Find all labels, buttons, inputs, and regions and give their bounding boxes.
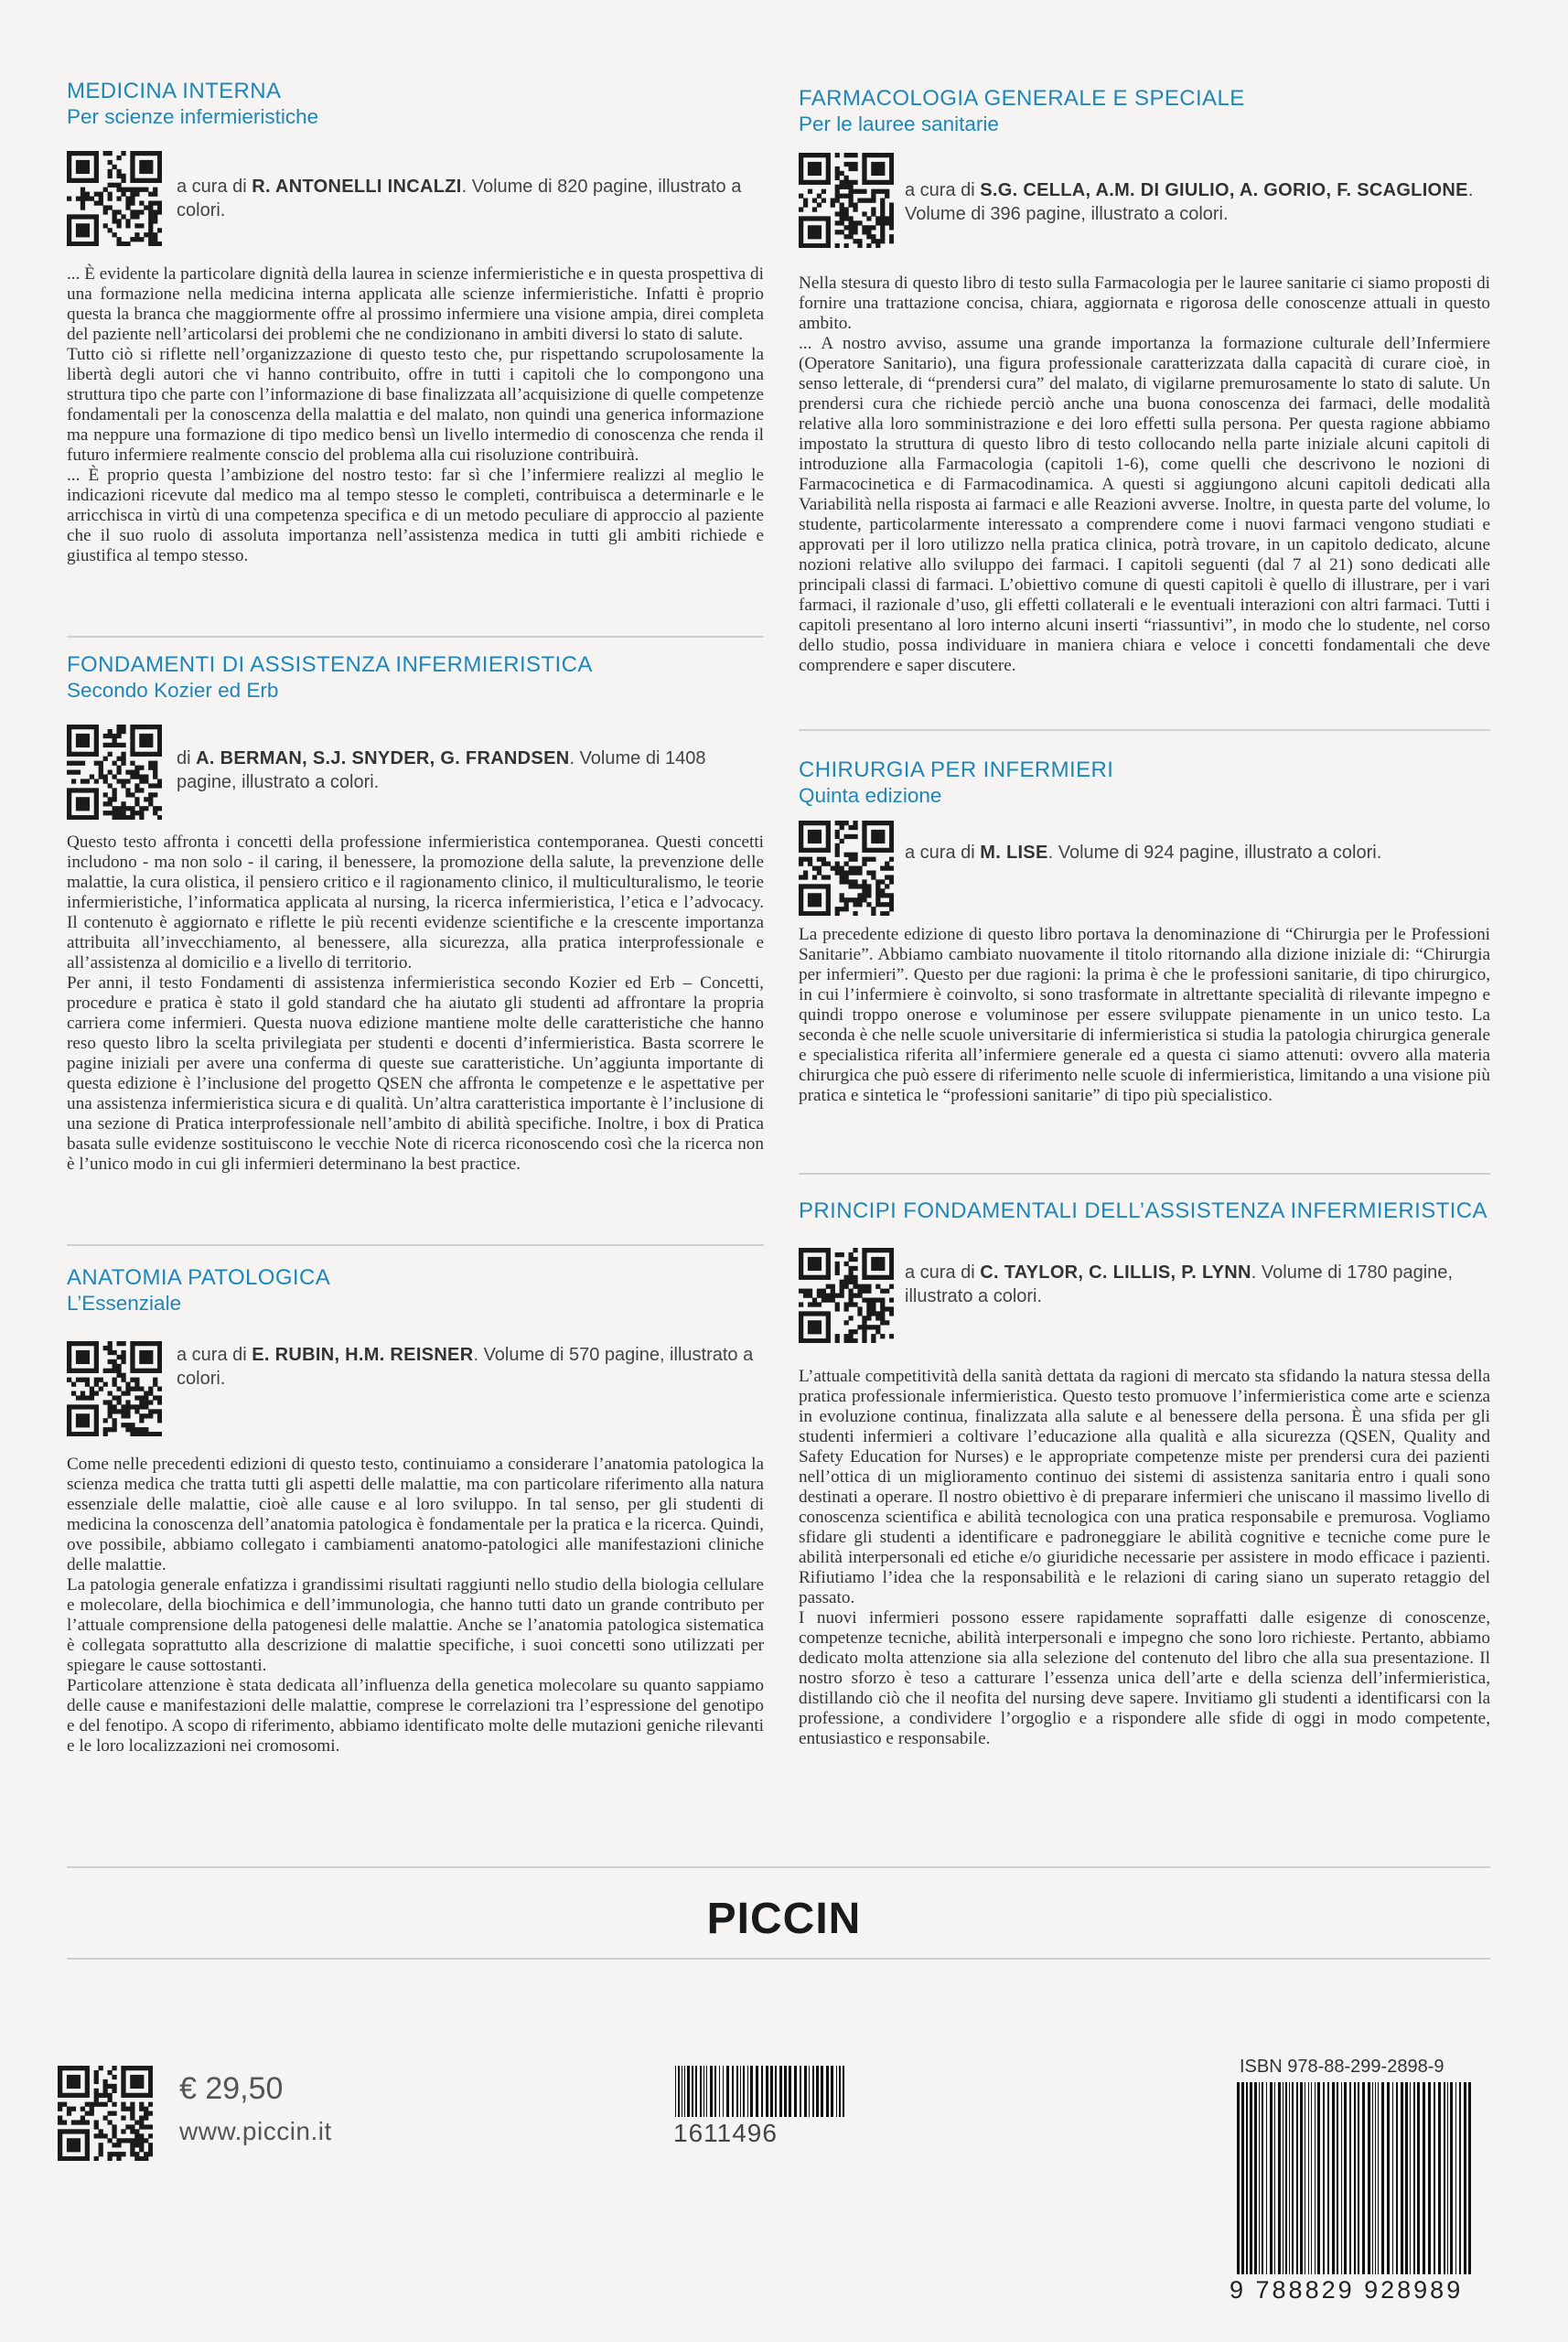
book-title: CHIRURGIA PER INFERMIERI	[799, 757, 1114, 782]
book-credits: a cura di C. TAYLOR, C. LILLIS, P. LYNN. Volume di 1780 pagine, illustrato a colori.	[905, 1262, 1453, 1306]
paragraph: ... È evidente la particolare dignità della laurea in scienze infermieristiche e in questa prospettiva di una formazione nella medicina interna applicata alle scienze infermieristiche. Infatti è proprio questa la branca che maggiormente offre al prossimo infermiere una visione ampia, direi completa del paziente nell’articolarsi dei problemi che ne condizionano in ambiti diversi lo stato di salute.	[67, 264, 764, 344]
internal-code: 1611496	[673, 2119, 778, 2147]
paragraph: L’attuale competitività della sanità dettata da ragioni di mercato sta sfidando la natura stessa della pratica professionale infermieristica. Questo testo promuove l’infermieristica come arte e scienza in evoluzione continua, finalizzata alla salute e al benessere della persona. È una sfida per gli studenti infermieri a coltivare l’educazione alla qualità e alla sicurezza (QSEN, Quality and Safety Education for Nurses) e le appropriate competenze miste per prendersi cura dei pazienti nell’ottica di un miglioramento continuo dei sistemi di assistenza sanitaria entro i quali sono destinati a operare. Il nostro obiettivo è di preparare infermieri che uniscano il massimo livello di conoscenza scientifica e abilità tecnologica con una pratica responsabile e premurosa. Vogliamo sfidare gli studenti a identificare e padroneggiare le abilità cognitive e tecniche come pure le abilità interpersonali ed etiche e/o giuridiche necessarie per assistere in modo efficace i pazienti. Rifiutiamo l’idea che la responsabilità e le relazioni di caring siano un superato retaggio del passato.	[799, 1367, 1490, 1607]
qr-code-icon	[58, 2066, 153, 2161]
book-title: PRINCIPI FONDAMENTALI DELL’ASSISTENZA INFERMIERISTICA	[799, 1198, 1487, 1223]
book-description	[67, 833, 764, 1175]
publisher-logo: PICCIN	[706, 1895, 862, 1943]
book-credits: a cura di S.G. CELLA, A.M. DI GIULIO, A. GORIO, F. SCAGLIONE. Volume di 396 pagine, illustrato a colori.	[905, 180, 1474, 224]
paragraph: Particolare attenzione è stata dedicata all’influenza della genetica molecolare su quanto sappiamo delle cause e manifestazioni delle malattie, comprese le correlazioni tra l’espressione del genotipo e del fenotipo. A scopo di riferimento, abbiamo identificato molte delle mutazioni geniche rilevanti e le loro localizzazioni nei cromosomi.	[67, 1676, 764, 1756]
barcode-icon	[673, 2066, 847, 2117]
book-credits: a cura di E. RUBIN, H.M. REISNER. Volume di 570 pagine, illustrato a colori.	[177, 1345, 754, 1389]
book-description	[67, 264, 764, 566]
book-subtitle: Secondo Kozier ed Erb	[67, 679, 279, 702]
ean-number: 9 788829 928989	[1230, 2276, 1464, 2304]
paragraph: Tutto ciò si riflette nell’organizzazione di questo testo che, pur rispettando scrupolosamente la libertà degli autori che vi hanno contribuito, offre in tutti i capitoli che lo compongono una struttura tipo che parte con l’informazione di base finalizzata all’acquisizione di quelle competenze fondamentali per la conoscenza della malattia e del malato, non quindi una generica informazione ma neppure una formazione di tipo medico bensì un livello intermedio di conoscenza che renda il futuro infermiere realmente conscio del problema alla cui risoluzione contribuirà.	[67, 345, 764, 465]
book-info	[799, 153, 1490, 253]
book-info	[67, 1341, 764, 1442]
qr-code-icon	[799, 821, 894, 916]
book-title: ANATOMIA PATOLOGICA	[67, 1265, 331, 1290]
paragraph: Per anni, il testo Fondamenti di assistenza infermieristica secondo Kozier ed Erb – Concetti, procedure e pratica è stato il gold standard che ha aiutato gli studenti ad affrontare la propria carriera come infermieri. Questa nuova edizione mantiene molte delle caratteristiche che hanno reso questo libro la scelta privilegiata per studenti e docenti d’infermieristica. Basta scorrere le pagine iniziali per avere una conferma di queste sue caratteristiche. Un’aggiunta importante di questa edizione è l’inclusione del progetto QSEN che affronta le competenze e le aspettative per una assistenza infermieristica sicura e di qualità. Un’altra caratteristica importante è l’inclusione di una sezione di Pratica interprofessionale nell’ambito di abilità specifiche. Inoltre, i box di Pratica basata sulle evidenze sostituiscono le vecchie Note di ricerca riconoscendo così che la ricerca non è l’unico modo in cui gli infermieri determinano la best practice.	[67, 973, 764, 1174]
book-info	[799, 1248, 1490, 1348]
barcode-icon	[1235, 2082, 1473, 2274]
book-description	[799, 925, 1490, 1106]
qr-code-icon	[799, 1248, 894, 1343]
book-description	[799, 1367, 1490, 1749]
paragraph: I nuovi infermieri possono essere rapidamente sopraffatti dalle esigenze di conoscenze, competenze tecniche, abilità interpersonali e impegno che sono loro richieste. Pertanto, abbiamo dedicato molta attenzione sia alla selezione del contenuto del libro che alla sua presentazione. Il nostro sforzo è teso a catturare l’essenza unica dell’arte e della scienza dell’infermieristica, distillando ciò che il neofita del nursing deve sapere. Invitiamo gli studenti a identificarsi con la professione, a condividere l’orgoglio e a rispondere alle sfide di oggi in modo competente, entusiastico e responsabile.	[799, 1608, 1490, 1748]
book-info	[67, 725, 764, 825]
book-title: FARMACOLOGIA GENERALE E SPECIALE	[799, 86, 1245, 111]
book-info	[799, 821, 1490, 921]
book-authors: S.G. CELLA, A.M. DI GIULIO, A. GORIO, F. SCAGLIONE	[980, 180, 1468, 200]
footer-divider	[67, 1958, 1490, 1960]
paragraph: Nella stesura di questo libro di testo sulla Farmacologia per le lauree sanitarie ci siamo proposti di fornire una trattazione concisa, chiara, aggiornata e rigorosa delle conoscenze attuali in questo ambito.	[799, 274, 1490, 333]
divider	[799, 1173, 1490, 1175]
book-credits: di A. BERMAN, S.J. SNYDER, G. FRANDSEN. Volume di 1408 pagine, illustrato a colori.	[177, 748, 706, 792]
book-title: FONDAMENTI DI ASSISTENZA INFERMIERISTICA	[67, 652, 593, 677]
book-authors: R. ANTONELLI INCALZI	[252, 177, 462, 197]
book-description	[799, 274, 1490, 676]
paragraph: La precedente edizione di questo libro portava la denominazione di “Chirurgia per le Professioni Sanitarie”. Abbiamo cambiato nuovamente il titolo ritornando alla dizione iniziale di: “Chirurgia per infermieri”. Questo per due ragioni: la prima è che le professioni sanitarie, di tipo chirurgico, in cui l’infermiere è coinvolto, si sono trasformate in altrettante specialità di rilevante impegno e quindi troppo onerose e voluminose per essere sviluppate pienamente in un unico testo. La seconda è che nelle scuole universitarie di infermieristica si studia la patologia chirurgica generale e specialistica riferita all’infermiere generale ed a questa ci siamo attenuti: ovvero alla materia chirurgica che può essere di riferimento nelle scuole di infermieristica, limitando a una visione più pratica e sintetica le “professioni sanitarie” di tipo più specialistico.	[799, 925, 1490, 1105]
book-title: MEDICINA INTERNA	[67, 79, 282, 103]
paragraph: Questo testo affronta i concetti della professione infermieristica contemporanea. Questi concetti includono - ma non solo - il caring, il benessere, la promozione della salute, la prevenzione delle malattie, la cura olistica, il pensiero critico e il ragionamento clinico, il multiculturalismo, le teorie infermieristiche, l’informatica applicata al nursing, la ricerca infermieristica, l’etica e l’advocacy. Il contenuto è aggiornato e riflette le più recenti evidenze scientifiche e la crescente importanza attribuita all’invecchiamento, al benessere, alla sicurezza, alla pratica interprofessionale e all’assistenza al domicilio e a livello di territorio.	[67, 833, 764, 972]
book-credits: a cura di R. ANTONELLI INCALZI. Volume di 820 pagine, illustrato a colori.	[177, 177, 742, 220]
book-authors: A. BERMAN, S.J. SNYDER, G. FRANDSEN	[196, 748, 570, 768]
qr-code-icon	[799, 153, 894, 248]
book-info	[67, 151, 764, 252]
book-subtitle: L’Essenziale	[67, 1292, 182, 1315]
isbn-label: ISBN 978-88-299-2898-9	[1240, 2057, 1444, 2077]
footer-divider	[67, 1866, 1490, 1868]
book-farmacologia	[799, 86, 1490, 676]
paragraph: La patologia generale enfatizza i grandissimi risultati raggiunti nello studio della biologia cellulare e molecolare, della biochimica e dell’immunologia, che hanno tutti dato un grande contributo per l’attuale comprensione della patogenesi delle malattie. Anche se l’anatomia patologica sistematica è collegata soprattutto alla descrizione di malattie specifiche, i suoi concetti sono utilizzati per spiegare le cause sottostanti.	[67, 1575, 764, 1675]
book-chirurgia	[799, 757, 1490, 1106]
paragraph: Come nelle precedenti edizioni di questo testo, continuiamo a considerare l’anatomia patologica la scienza medica che tratta tutti gli aspetti delle malattie, ma con particolare riferimento alla natura essenziale delle malattie, cioè alle cause e al loro sviluppo. In tal senso, per gli studenti di medicina la conoscenza dell’anatomia patologica è fondamentale per la pratica e la ricerca. Quindi, ove possibile, abbiamo collegato i cambiamenti anatomo-patologici alle manifestazioni cliniche delle malattie.	[67, 1455, 764, 1574]
book-authors: C. TAYLOR, C. LILLIS, P. LYNN	[980, 1262, 1251, 1283]
website-link[interactable]: www.piccin.it	[179, 2117, 332, 2145]
book-subtitle: Quinta edizione	[799, 784, 942, 807]
qr-code-icon	[67, 1341, 162, 1436]
divider	[67, 636, 764, 638]
book-description	[67, 1455, 764, 1756]
price: € 29,50	[179, 2071, 284, 2106]
qr-code-icon	[67, 725, 162, 820]
book-medicina-interna	[67, 79, 764, 566]
book-subtitle: Per le lauree sanitarie	[799, 113, 999, 135]
divider	[67, 1244, 764, 1246]
book-principi-fondamentali	[799, 1198, 1490, 1749]
book-subtitle: Per scienze infermieristiche	[67, 105, 319, 128]
book-authors: M. LISE	[980, 843, 1048, 863]
divider	[799, 729, 1490, 731]
book-anatomia-patologica	[67, 1265, 764, 1756]
book-credits: a cura di M. LISE. Volume di 924 pagine, illustrato a colori.	[905, 843, 1382, 863]
paragraph: ... A nostro avviso, assume una grande importanza la formazione culturale dell’Infermiere (Operatore Sanitario), una figura professionale caratterizzata dalla capacità di curare cioè, in senso letterale, di “prendersi cura” del malato, di vigilarne premurosamente lo stato di salute. Un prendersi cura che richiede perciò anche una buona conoscenza dei farmaci, delle modalità relative alla loro somministrazione e dei loro effetti sulla persona. Per questa ragione abbiamo impostato la struttura di questo libro di testo collocando nella parte iniziale alcuni capitoli di introduzione alla Farmacologia (capitoli 1-6), come quelli che descrivono le nozioni di Farmacocinetica e di Farmacodinamica. A questi si aggiungono alcuni capitoli dedicati alla Variabilità nella risposta ai farmaci e alle Reazioni avverse. Inoltre, in questa parte del volume, lo studente, particolarmente interessato a comprendere come i nuovi farmaci vengono studiati e approvati per il loro utilizzo nella pratica clinica, potrà trovare, in un capitolo dedicato, alcune nozioni relative allo sviluppo dei farmaci. I capitoli seguenti (dal 7 al 21) sono dedicati alle principali classi di farmaci. L’obiettivo comune di questi capitoli è quello di illustrare, per i vari farmaci, il razionale d’uso, gli effetti collaterali e le eventuali interazioni con altri farmaci. Tutti i capitoli presentano al loro interno alcuni inserti “riassuntivi”, in modo che lo studente, nel corso dello studio, possa individuare in maniera chiara e veloce i concetti fondamentali che deve comprendere e saper discutere.	[799, 334, 1490, 675]
paragraph: ... È proprio questa l’ambizione del nostro testo: far sì che l’infermiere realizzi al meglio le indicazioni ricevute dal medico ma al tempo stesso le completi, contribuisca a determinarle e le arricchisca in virtù di una competenza specifica e di un metodo peculiare di approccio al paziente che il suo ruolo di assoluta importanza nell’assistenza medica in tutti gli ambiti richiede e giustifica al tempo stesso.	[67, 466, 764, 565]
qr-code-icon	[67, 151, 162, 246]
book-authors: E. RUBIN, H.M. REISNER	[252, 1345, 474, 1365]
book-fondamenti-assistenza	[67, 652, 764, 1175]
